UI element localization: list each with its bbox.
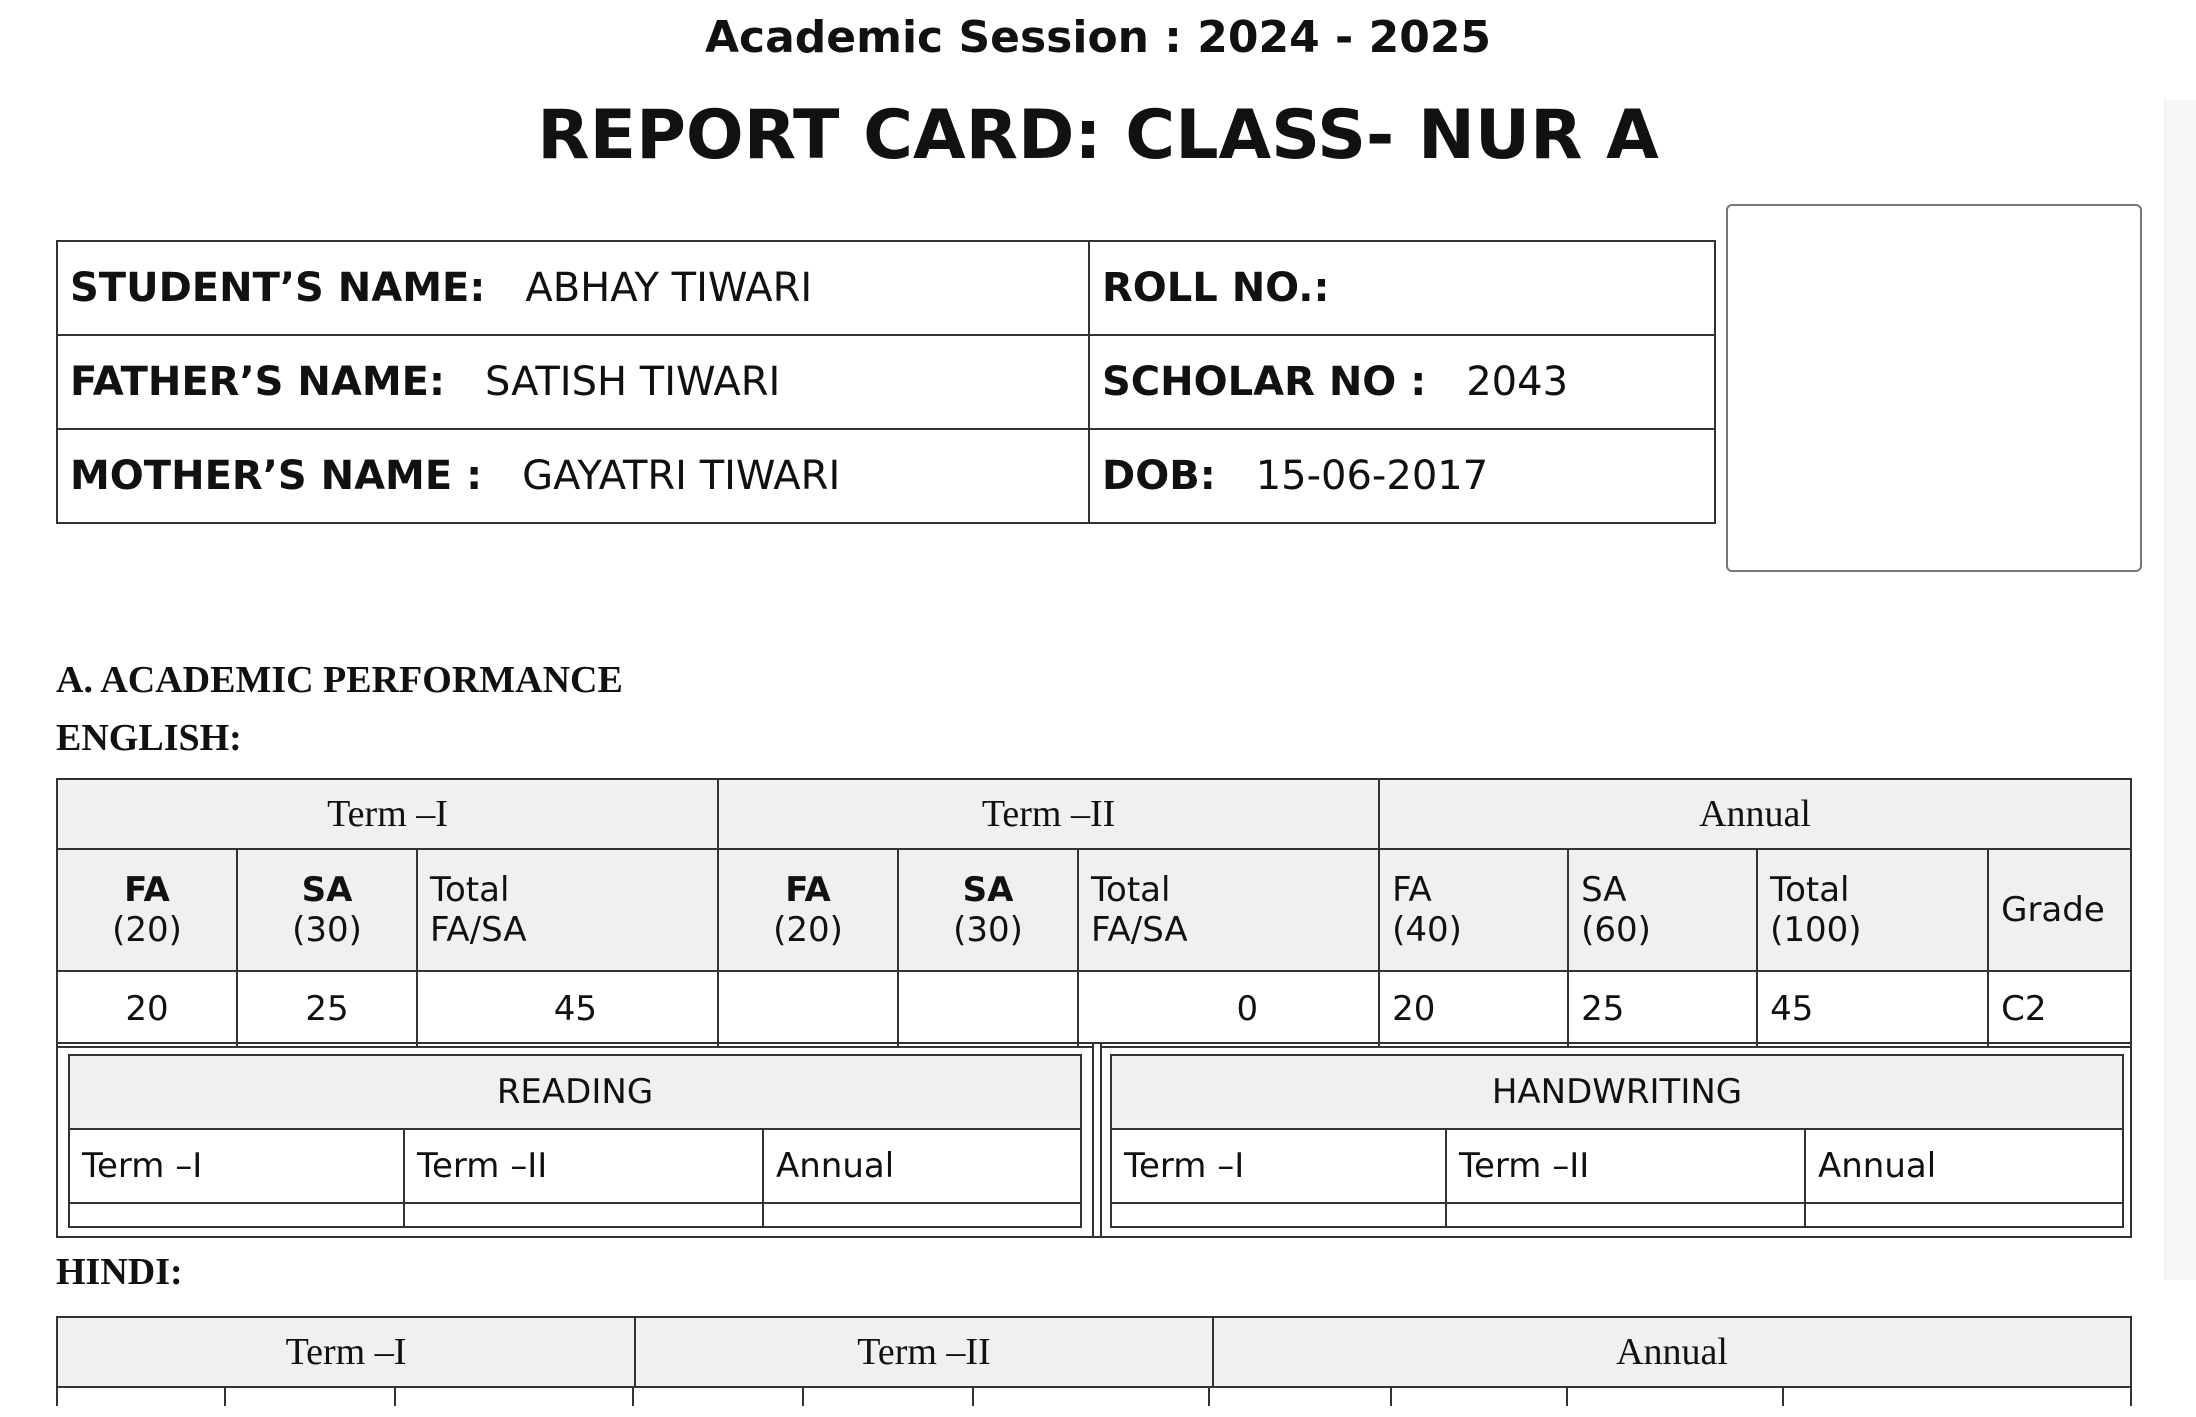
hindi-col-divider: [632, 1388, 634, 1406]
student-info-table: [56, 240, 1716, 524]
english-t1-total: 45: [417, 971, 718, 1047]
col-t1-total: Total FA/SA: [417, 849, 718, 971]
col-t2-total: Total FA/SA: [1078, 849, 1379, 971]
academic-performance-heading: A. ACADEMIC PERFORMANCE: [56, 659, 623, 701]
handwriting-term1: Term –I: [1111, 1129, 1446, 1203]
handwriting-annual: Annual: [1805, 1129, 2123, 1203]
student-name-value: ABHAY TIWARI: [525, 265, 813, 311]
report-card-title: REPORT CARD: CLASS- NUR A: [537, 96, 1659, 175]
student-name-cell: [57, 241, 1089, 335]
handwriting-term2-value: [1446, 1203, 1805, 1227]
hindi-col-divider: [394, 1388, 396, 1406]
mother-name-cell: [57, 429, 1089, 523]
handwriting-term2: Term –II: [1446, 1129, 1805, 1203]
dob-label: DOB:: [1102, 453, 1216, 499]
english-an-sa: 25: [1568, 971, 1757, 1047]
english-term1-header: Term –I: [57, 779, 718, 849]
hindi-col-divider: [972, 1388, 974, 1406]
scrollbar[interactable]: [2164, 100, 2196, 1280]
academic-session: Academic Session : 2024 - 2025: [704, 12, 1492, 63]
english-term2-header: Term –II: [718, 779, 1379, 849]
col-t2-fa: FA (20): [718, 849, 898, 971]
reading-annual: Annual: [763, 1129, 1081, 1203]
reading-term1: Term –I: [69, 1129, 404, 1203]
reading-term2: Term –II: [404, 1129, 763, 1203]
hindi-term2-header: Term –II: [635, 1317, 1213, 1387]
col-an-fa: FA (40): [1379, 849, 1568, 971]
roll-no-cell: [1089, 241, 1715, 335]
father-name-cell: [57, 335, 1089, 429]
father-name-label: FATHER’S NAME:: [70, 359, 445, 405]
reading-table: [68, 1054, 1082, 1228]
skills-divider: [1092, 1044, 1102, 1236]
english-t2-total: 0: [1078, 971, 1379, 1047]
reading-annual-value: [763, 1203, 1081, 1227]
roll-no-label: ROLL NO.:: [1102, 265, 1330, 311]
dob-value: 15-06-2017: [1255, 453, 1489, 499]
father-name-value: SATISH TIWARI: [484, 359, 781, 405]
handwriting-table: [1110, 1054, 2124, 1228]
reading-header: READING: [69, 1055, 1081, 1129]
scholar-no-value: 2043: [1466, 359, 1569, 405]
hindi-subheader-row: [56, 1386, 2132, 1406]
scholar-no-label: SCHOLAR NO :: [1102, 359, 1427, 405]
reading-term1-value: [69, 1203, 404, 1227]
hindi-col-divider: [802, 1388, 804, 1406]
hindi-col-divider: [1208, 1388, 1210, 1406]
col-t2-sa: SA (30): [898, 849, 1078, 971]
dob-cell: [1089, 429, 1715, 523]
handwriting-annual-value: [1805, 1203, 2123, 1227]
hindi-col-divider: [1566, 1388, 1568, 1406]
mother-name-label: MOTHER’S NAME :: [70, 453, 483, 499]
english-t2-fa: [718, 971, 898, 1047]
col-t1-fa: FA (20): [57, 849, 237, 971]
photo-box: [1726, 204, 2142, 572]
english-an-grade: C2: [1988, 971, 2131, 1047]
col-t1-sa: SA (30): [237, 849, 417, 971]
english-t1-fa: 20: [57, 971, 237, 1047]
english-annual-header: Annual: [1379, 779, 2131, 849]
scholar-no-cell: [1089, 335, 1715, 429]
hindi-col-divider: [1782, 1388, 1784, 1406]
skills-box: [56, 1042, 2132, 1238]
english-an-total: 45: [1757, 971, 1988, 1047]
col-an-grade: Grade: [1988, 849, 2131, 971]
hindi-term1-header: Term –I: [57, 1317, 635, 1387]
english-t2-sa: [898, 971, 1078, 1047]
student-name-label: STUDENT’S NAME:: [70, 265, 486, 311]
hindi-col-divider: [224, 1388, 226, 1406]
col-an-total: Total (100): [1757, 849, 1988, 971]
hindi-annual-header: Annual: [1213, 1317, 2131, 1387]
handwriting-header: HANDWRITING: [1111, 1055, 2123, 1129]
english-an-fa: 20: [1379, 971, 1568, 1047]
reading-term2-value: [404, 1203, 763, 1227]
hindi-heading: HINDI:: [56, 1251, 183, 1293]
hindi-marks-table: [56, 1316, 2132, 1388]
english-marks-table: [56, 778, 2132, 1048]
english-heading: ENGLISH:: [56, 717, 242, 759]
mother-name-value: GAYATRI TIWARI: [522, 453, 841, 499]
hindi-col-divider: [1390, 1388, 1392, 1406]
english-t1-sa: 25: [237, 971, 417, 1047]
handwriting-term1-value: [1111, 1203, 1446, 1227]
col-an-sa: SA (60): [1568, 849, 1757, 971]
